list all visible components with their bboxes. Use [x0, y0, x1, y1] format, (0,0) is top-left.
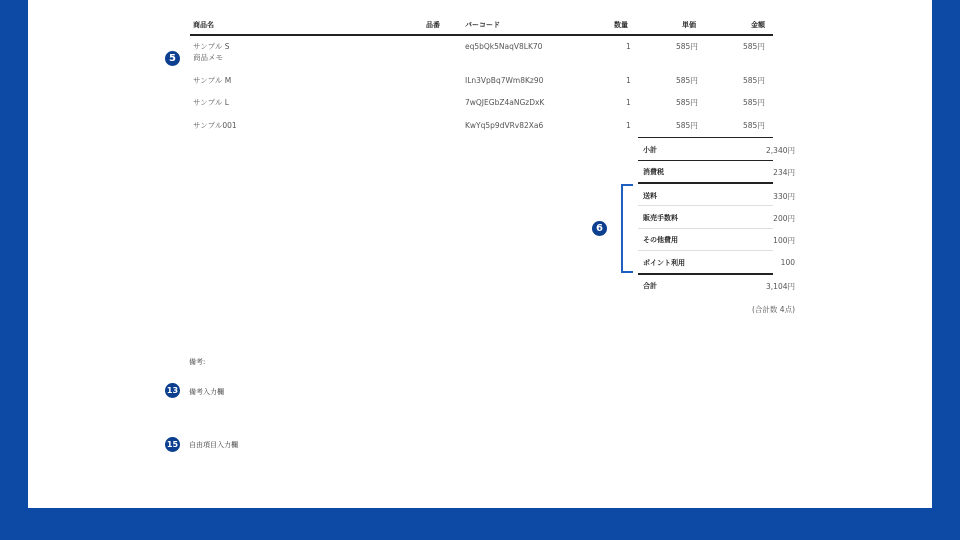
- header-amount: 金額: [751, 21, 765, 29]
- subtotal-label: 小計: [643, 146, 657, 154]
- points-value: 100: [780, 258, 795, 267]
- tax-rule: [638, 182, 773, 184]
- callout-badge-6: 6: [592, 221, 607, 236]
- row-3-amount: 585円: [743, 98, 765, 107]
- row-1-qty: 1: [626, 42, 631, 51]
- tax-label: 消費税: [643, 168, 664, 176]
- header-quantity: 数量: [614, 21, 628, 29]
- sales-fee-value: 200円: [773, 214, 795, 223]
- callout-badge-15: 15: [165, 437, 180, 452]
- shipping-label: 送料: [643, 192, 657, 200]
- row-1-name: サンプル S: [193, 42, 230, 51]
- subtotal-value: 2,340円: [766, 146, 795, 155]
- total-label: 合計: [643, 282, 657, 290]
- header-barcode: バーコード: [465, 21, 500, 29]
- sales-fee-label: 販売手数料: [643, 214, 678, 222]
- header-product-code: 品番: [426, 21, 440, 29]
- fees-bracket: [621, 184, 633, 273]
- row-1-amount: 585円: [743, 42, 765, 51]
- points-rule: [638, 273, 773, 275]
- row-2-unit-price: 585円: [676, 76, 698, 85]
- header-unit-price: 単価: [682, 21, 696, 29]
- row-3-name: サンプル L: [193, 98, 229, 107]
- row-4-barcode: KwYq5p9dVRv82Xa6: [465, 121, 544, 130]
- free-field[interactable]: 自由項目入力欄: [189, 441, 238, 449]
- callout-badge-5: 5: [165, 51, 180, 66]
- row-2-amount: 585円: [743, 76, 765, 85]
- subtotal-rule: [638, 160, 773, 161]
- row-4-qty: 1: [626, 121, 631, 130]
- row-2-name: サンプル M: [193, 76, 232, 85]
- sales-fee-rule: [638, 228, 773, 229]
- callout-badge-13: 13: [165, 383, 180, 398]
- row-3-barcode: 7wQJEGbZ4aNGzDxK: [465, 98, 545, 107]
- remarks-field[interactable]: 備考入力欄: [189, 388, 224, 396]
- row-1-memo: 商品メモ: [193, 53, 223, 62]
- row-1-barcode: eq5bQk5NaqV8LK70: [465, 42, 543, 51]
- total-value: 3,104円: [766, 282, 795, 291]
- row-2-qty: 1: [626, 76, 631, 85]
- points-label: ポイント利用: [643, 259, 685, 267]
- shipping-value: 330円: [773, 192, 795, 201]
- other-fee-label: その他費用: [643, 236, 678, 244]
- row-3-unit-price: 585円: [676, 98, 698, 107]
- total-count-note: (合計数 4点): [751, 305, 795, 314]
- row-4-amount: 585円: [743, 121, 765, 130]
- header-rule: [190, 34, 773, 36]
- header-product-name: 商品名: [193, 21, 214, 29]
- row-4-unit-price: 585円: [676, 121, 698, 130]
- row-3-qty: 1: [626, 98, 631, 107]
- remarks-label: 備考:: [189, 358, 206, 366]
- summary-top-rule: [638, 137, 773, 138]
- row-2-barcode: ILn3VpBq7Wm8Kz90: [465, 76, 544, 85]
- row-1-unit-price: 585円: [676, 42, 698, 51]
- tax-value: 234円: [773, 168, 795, 177]
- row-4-name: サンプル001: [193, 121, 237, 130]
- other-fee-value: 100円: [773, 236, 795, 245]
- shipping-rule: [638, 205, 773, 206]
- other-fee-rule: [638, 250, 773, 251]
